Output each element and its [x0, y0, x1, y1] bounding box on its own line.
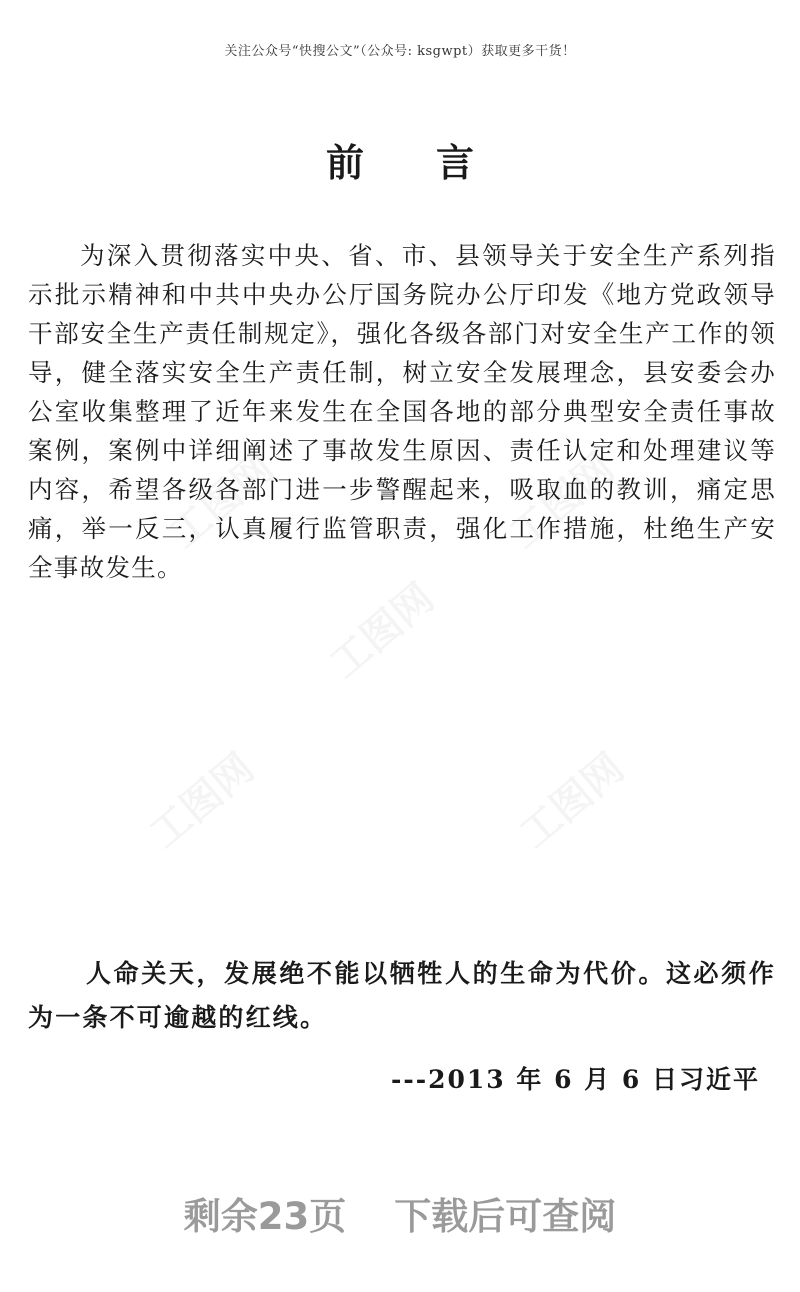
page-title: 前言 [325, 140, 546, 185]
download-banner[interactable] [0, 1186, 800, 1240]
quote-text: 人命关天，发展绝不能以牺牲人的生命为代价。这必须作为一条不可逾越的红线。 [28, 959, 776, 1032]
preface-body: 为深入贯彻落实中央、省、市、县领导关于安全生产系列指示批示精神和中共中央办公厅国务院办公厅印发《地方党政领导干部安全生产责任制规定》，强化各级各部门对安全生产工作的领导，健全落实安全生产责任制，树立安全发展理念，县安委会办公室收集整理了近年来发生在全国各地的部分典型安全责任事故案例，案例中详细阐述了事故发生原因、责任认定和处理建议等内容，希望各级各部门进一步警醒起来，吸取血的教训，痛定思痛，举一反三，认真履行监管职责，强化工作措施，杜绝生产安全事故发生。 [28, 241, 776, 582]
quote-signature: ---2013 年 6 月 6 日习近平 [390, 1065, 760, 1094]
remaining-pages-label: 剩余23页 [183, 1195, 347, 1238]
top-notice: 关注公众号“快搜公文”（公众号: ksgwpt）获取更多干货！ [224, 44, 576, 59]
download-prompt-label: 下载后可查阅 [394, 1195, 617, 1238]
watermark-4 [136, 738, 265, 859]
watermark-5 [506, 738, 635, 859]
